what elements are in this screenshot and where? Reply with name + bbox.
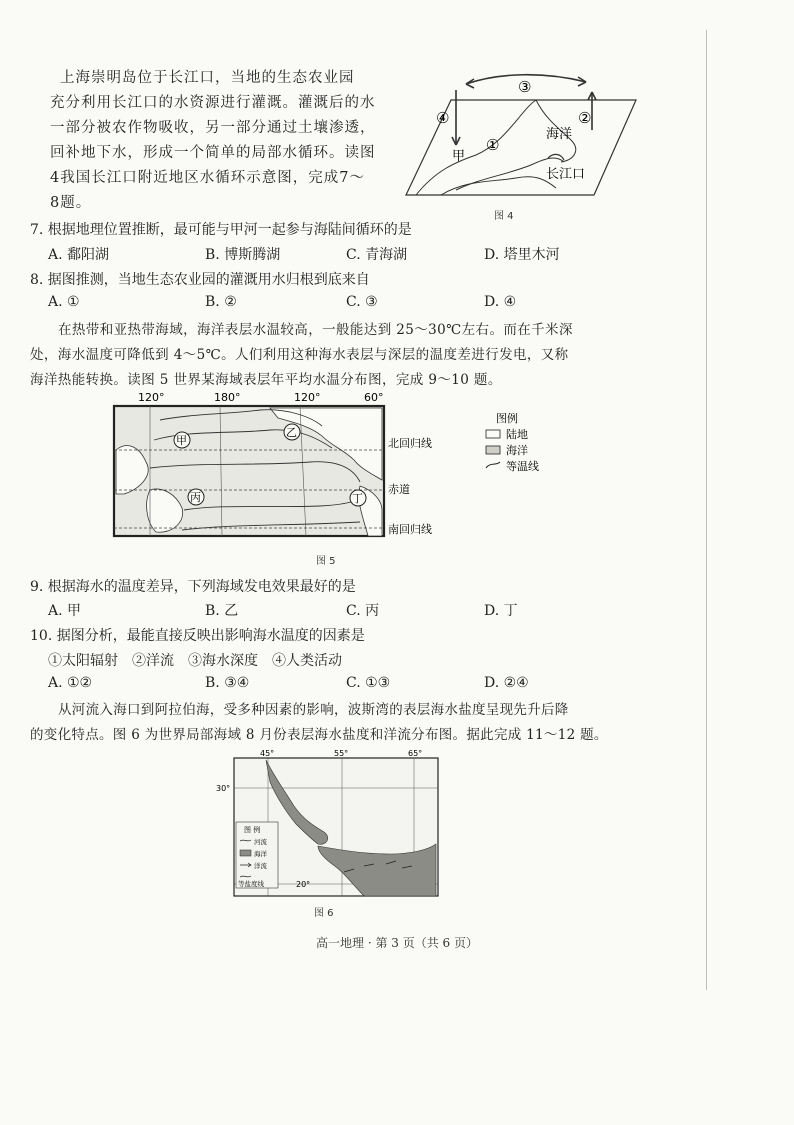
q10-option-b: B. ③④ xyxy=(205,675,250,691)
fig5-lat-label: 赤道 xyxy=(388,483,410,496)
fig5-point-yi: 乙 xyxy=(286,426,297,439)
intro2-line: 在热带和亚热带海域，海洋表层水温较高，一般能达到 25～30℃左右。而在千米深 xyxy=(58,322,573,338)
fig5-point-jia: 甲 xyxy=(176,434,187,447)
q9-option-d: D. 丁 xyxy=(484,603,518,619)
intro2-line: 海洋热能转换。读图 5 世界某海域表层年平均水温分布图，完成 9～10 题。 xyxy=(30,372,502,388)
fig5-lon-label: 120° xyxy=(138,391,165,404)
q8-option-d: D. ④ xyxy=(484,294,517,310)
q7-option-c: C. 青海湖 xyxy=(346,247,408,263)
question-7: 7. 根据地理位置推断，最可能与甲河一起参与海陆间循环的是 xyxy=(30,222,412,238)
intro1-line: 回补地下水，形成一个简单的局部水循环。读图 xyxy=(50,145,376,161)
q10-option-c: C. ①③ xyxy=(346,675,391,691)
fig4-label-3: ③ xyxy=(518,78,532,96)
fig5-point-ding: 丁 xyxy=(352,492,363,505)
q7-option-b: B. 博斯腾湖 xyxy=(205,247,281,263)
fig6-legend-ocean: 海洋 xyxy=(254,850,267,858)
fig6-legend-current: 洋流 xyxy=(254,862,267,870)
page-divider xyxy=(706,30,707,990)
intro-paragraph-1 xyxy=(50,66,376,216)
fig6-lon-label: 45° xyxy=(260,749,275,758)
q9-option-a: A. 甲 xyxy=(48,603,82,619)
question-10: 10. 据图分析，最能直接反映出影响海水温度的因素是 xyxy=(30,628,365,644)
q9-option-b: B. 乙 xyxy=(205,603,239,619)
figure-6-caption: 图 6 xyxy=(314,908,334,919)
intro1-line: 8题。 xyxy=(50,195,92,211)
fig6-legend-isohaline: 等盐度线 xyxy=(238,880,264,888)
fig6-legend-title: 图 例 xyxy=(244,826,261,834)
fig6-lon-label: 65° xyxy=(408,749,423,758)
intro-paragraph-2 xyxy=(30,318,573,393)
q10-option-a: A. ①② xyxy=(48,675,93,691)
figure-4-diagram xyxy=(396,70,646,205)
intro1-line: 充分利用长江口的水资源进行灌溉。灌溉后的水 xyxy=(50,95,376,111)
question-9: 9. 根据海水的温度差异，下列海域发电效果最好的是 xyxy=(30,579,356,595)
q8-option-a: A. ① xyxy=(48,294,80,310)
fig5-lon-label: 60° xyxy=(364,391,384,404)
fig4-label-river: 甲 xyxy=(452,149,466,164)
figure-6-map xyxy=(214,746,450,902)
intro2-line: 处，海水温度可降低到 4～5℃。人们利用这种海水表层与深层的温度差进行发电，又称 xyxy=(30,347,569,363)
fig5-lat-label: 南回归线 xyxy=(388,523,432,536)
fig6-lat-label: 30° xyxy=(216,784,231,793)
q8-option-b: B. ② xyxy=(205,294,237,310)
fig4-river xyxy=(441,177,556,195)
figure-5-map xyxy=(110,390,560,548)
fig5-legend-isotherm: 等温线 xyxy=(506,460,539,473)
fig4-label-ocean: 海洋 xyxy=(546,127,573,142)
fig6-lat-label: 20° xyxy=(296,880,311,889)
fig6-legend-river: 河流 xyxy=(254,838,267,846)
fig4-label-1: ① xyxy=(486,136,500,154)
fig4-coastline xyxy=(416,100,536,195)
q10-factors: ①太阳辐射 ②洋流 ③海水深度 ④人类活动 xyxy=(48,653,342,669)
fig5-legend-ocean: 海洋 xyxy=(506,444,528,457)
q10-option-d: D. ②④ xyxy=(484,675,529,691)
question-8: 8. 据图推测，当地生态农业园的灌溉用水归根到底来自 xyxy=(30,272,370,288)
page-footer: 高一地理 · 第 3 页（共 6 页） xyxy=(316,936,478,950)
fig5-lon-label: 180° xyxy=(214,391,241,404)
intro1-line: 一部分被农作物吸收，另一部分通过土壤渗透， xyxy=(50,120,376,136)
q8-option-c: C. ③ xyxy=(346,294,378,310)
fig5-point-bing: 丙 xyxy=(190,491,201,504)
fig5-lat-label: 北回归线 xyxy=(388,437,432,450)
q7-option-a: A. 鄱阳湖 xyxy=(48,247,110,263)
intro-paragraph-3 xyxy=(30,698,608,748)
fig4-label-4: ④ xyxy=(436,109,450,127)
intro1-line: 4我国长江口附近地区水循环示意图，完成7～ xyxy=(50,170,365,186)
q9-option-c: C. 丙 xyxy=(346,603,380,619)
figure-5-caption: 图 5 xyxy=(316,556,336,567)
fig5-legend-title: 图例 xyxy=(496,412,518,425)
intro1-line: 上海崇明岛位于长江口，当地的生态农业园 xyxy=(60,70,355,86)
fig4-label-estuary: 长江口 xyxy=(546,167,586,182)
fig5-lon-label: 120° xyxy=(294,391,321,404)
q7-option-d: D. 塔里木河 xyxy=(484,247,560,263)
intro3-line: 的变化特点。图 6 为世界局部海域 8 月份表层海水盐度和洋流分布图。据此完成 11～12 题。 xyxy=(30,727,608,743)
fig6-lon-label: 55° xyxy=(334,749,349,758)
fig4-label-2: ② xyxy=(578,109,592,127)
intro3-line: 从河流入海口到阿拉伯海，受多种因素的影响，波斯湾的表层海水盐度呈现先升后降 xyxy=(58,702,569,718)
fig5-legend-land: 陆地 xyxy=(506,428,528,441)
figure-4-caption: 图 4 xyxy=(494,211,514,222)
